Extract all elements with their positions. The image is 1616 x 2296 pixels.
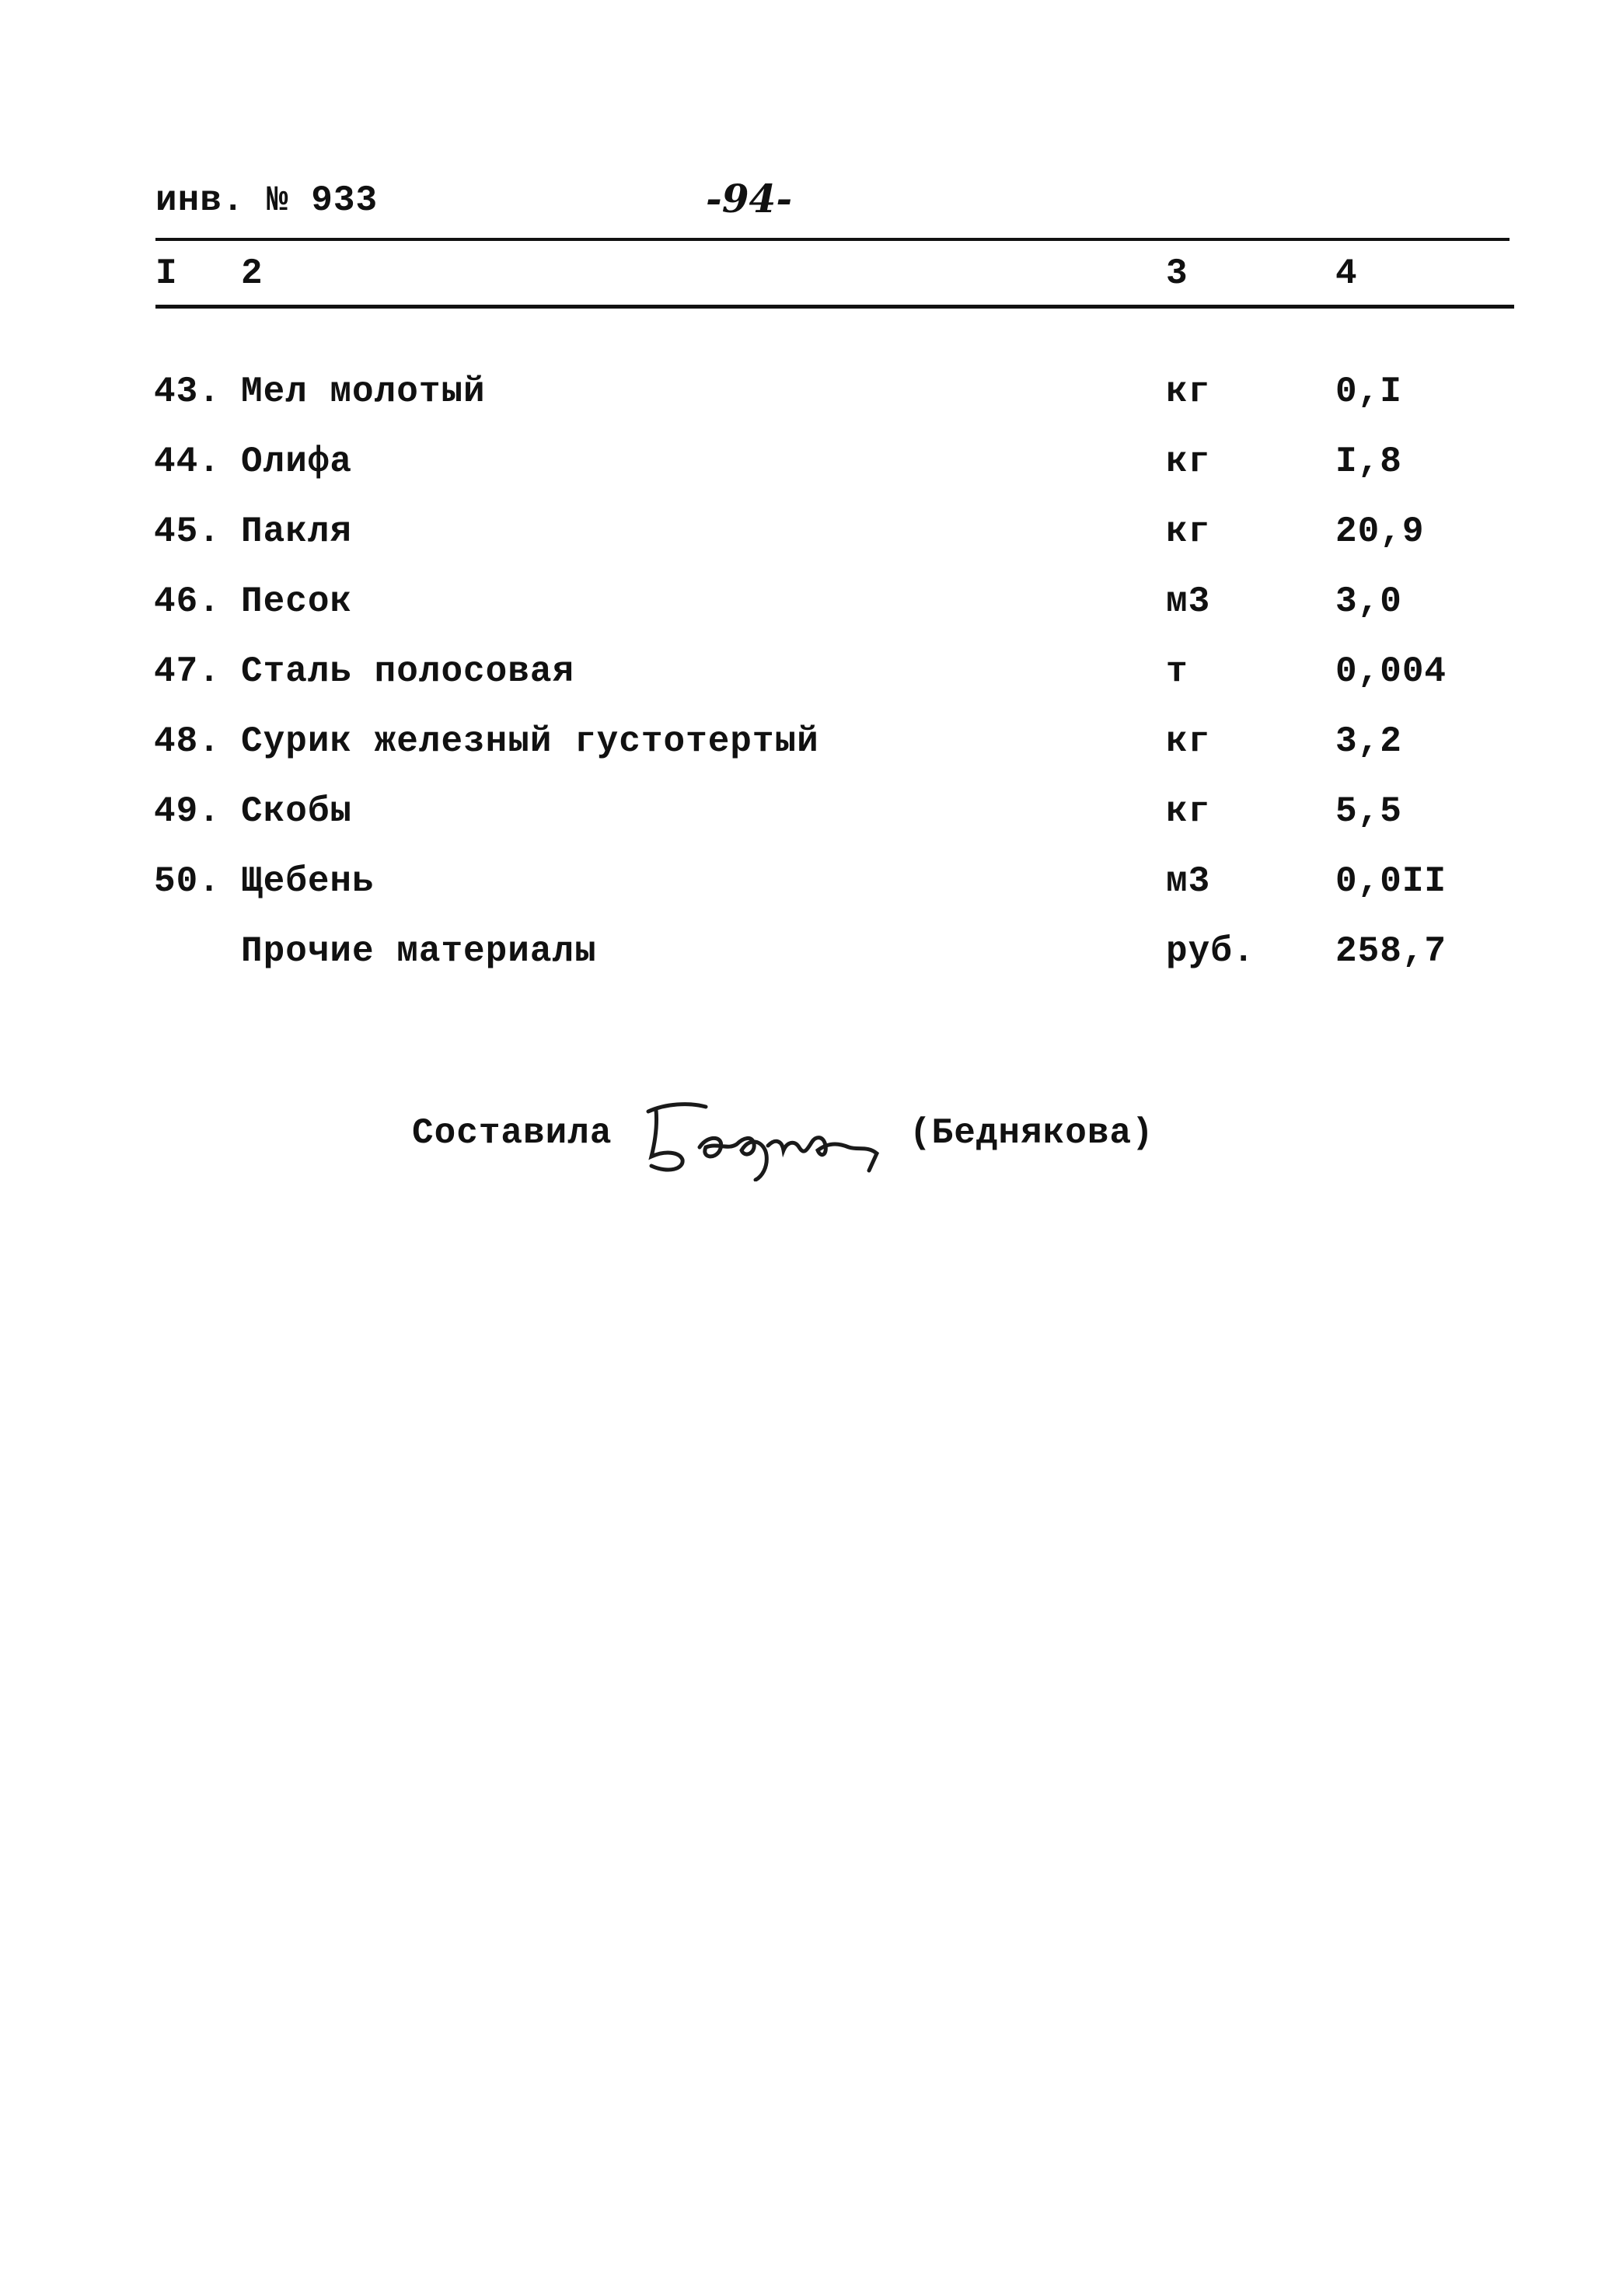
- table-row: [0, 511, 1616, 566]
- quantity: 0,004: [1335, 651, 1447, 692]
- inventory-number: инв. № 933: [155, 180, 379, 221]
- quantity: 20,9: [1335, 511, 1425, 552]
- page-number: -94-: [706, 176, 793, 222]
- signature-block: [412, 1096, 1267, 1189]
- column-header-4: 4: [1335, 253, 1358, 294]
- handwritten-signature: [634, 1096, 891, 1181]
- quantity: 3,0: [1335, 581, 1402, 622]
- unit: кг: [1166, 721, 1211, 762]
- material-name: Песок: [241, 581, 353, 622]
- table-row: [0, 721, 1616, 776]
- unit: кг: [1166, 511, 1211, 552]
- material-name: Олифа: [241, 441, 353, 482]
- quantity: I,8: [1335, 441, 1402, 482]
- row-number: 48.: [154, 721, 221, 762]
- column-header-2: 2: [241, 253, 264, 294]
- table-row: [0, 791, 1616, 846]
- compiled-by-name: (Беднякова): [909, 1113, 1154, 1153]
- quantity: 3,2: [1335, 721, 1402, 762]
- material-name: Мел молотый: [241, 372, 486, 412]
- compiled-by-label: Составила: [412, 1113, 613, 1153]
- table-row: [0, 441, 1616, 496]
- row-number: 46.: [154, 581, 221, 622]
- unit: м3: [1166, 861, 1211, 902]
- table-row: [0, 651, 1616, 706]
- table-row: [0, 372, 1616, 426]
- column-header-3: 3: [1166, 253, 1188, 294]
- row-number: 43.: [154, 372, 221, 412]
- quantity: 258,7: [1335, 931, 1447, 972]
- table-row: [0, 861, 1616, 916]
- column-header-1: I: [155, 253, 178, 294]
- row-number: 44.: [154, 441, 221, 482]
- table-row: [0, 931, 1616, 986]
- material-name: Пакля: [241, 511, 353, 552]
- unit: м3: [1166, 581, 1211, 622]
- material-name: Сталь полосовая: [241, 651, 575, 692]
- unit: кг: [1166, 441, 1211, 482]
- quantity: 0,I: [1335, 372, 1402, 412]
- table-row: [0, 581, 1616, 636]
- material-name: Щебень: [241, 861, 375, 902]
- quantity: 5,5: [1335, 791, 1402, 832]
- unit: кг: [1166, 791, 1211, 832]
- row-number: 47.: [154, 651, 221, 692]
- quantity: 0,0II: [1335, 861, 1447, 902]
- material-name: Скобы: [241, 791, 353, 832]
- unit: руб.: [1166, 931, 1255, 972]
- unit: т: [1166, 651, 1188, 692]
- material-name: Сурик железный густотертый: [241, 721, 819, 762]
- row-number: 45.: [154, 511, 221, 552]
- row-number: 50.: [154, 861, 221, 902]
- unit: кг: [1166, 372, 1211, 412]
- material-name: Прочие материалы: [241, 931, 597, 972]
- row-number: 49.: [154, 791, 221, 832]
